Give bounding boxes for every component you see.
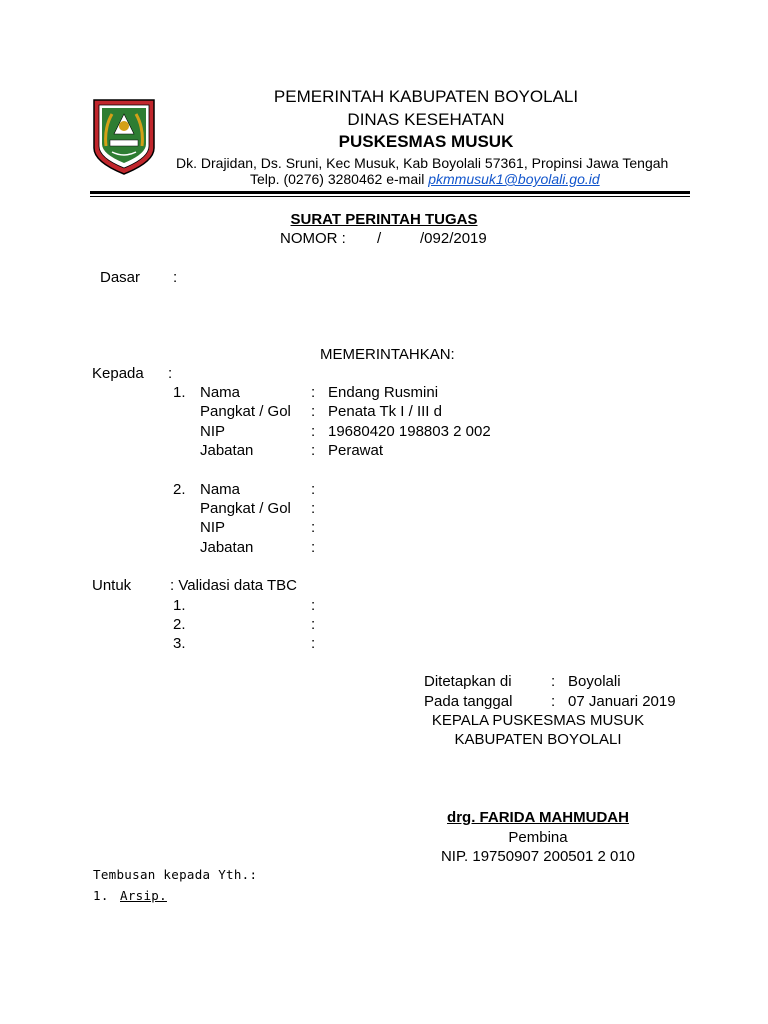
tanggal-label: Pada tanggal (424, 693, 513, 710)
tembusan-item: Arsip. (120, 888, 167, 903)
dasar-colon: : (173, 269, 178, 286)
header-divider-thin (90, 196, 690, 197)
signatory-rank: Pembina (508, 829, 568, 846)
signatory-nip: NIP. 19750907 200501 2 010 (440, 848, 636, 865)
person-1-name-label: Nama (200, 384, 241, 401)
kepada-colon: : (168, 365, 173, 382)
person-2-rank-colon: : (311, 500, 316, 517)
person-1-rank-value: Penata Tk I / III d (328, 403, 442, 420)
tembusan-label: Tembusan kepada Yth.: (93, 867, 258, 882)
person-2-name-label: Nama (200, 481, 241, 498)
dasar-label: Dasar (100, 269, 141, 286)
person-2-position-label: Jabatan (200, 539, 254, 556)
ditetapkan-value: Boyolali (568, 673, 621, 690)
header-address: Dk. Drajidan, Ds. Sruni, Kec Musuk, Kab Boyolali 57361, Propinsi Jawa Tengah (176, 155, 669, 171)
untuk-item-2-colon: : (311, 616, 316, 633)
ditetapkan-label: Ditetapkan di (424, 673, 512, 690)
person-1-nip-colon: : (311, 423, 316, 440)
ditetapkan-colon: : (551, 673, 556, 690)
person-2-name-colon: : (311, 481, 316, 498)
untuk-item-3-number: 3. (173, 635, 186, 652)
header-telp: Telp. (0276) 3280462 e-mail (250, 171, 429, 187)
nomor-value: /092/2019 (420, 230, 487, 247)
untuk-item-2-number: 2. (173, 616, 186, 633)
tanggal-colon: : (551, 693, 556, 710)
person-1-position-colon: : (311, 442, 316, 459)
memerintahkan-heading: MEMERINTAHKAN: (320, 346, 455, 363)
header-divider-thick (90, 191, 690, 194)
person-1-nip-label: NIP (200, 423, 226, 440)
boyolali-emblem-logo (90, 96, 158, 176)
tembusan-item-number: 1. (93, 888, 109, 903)
person-1-position-value: Perawat (328, 442, 384, 459)
untuk-item-1-number: 1. (173, 597, 186, 614)
letter-title: SURAT PERINTAH TUGAS (290, 211, 478, 228)
person-1-position-label: Jabatan (200, 442, 254, 459)
person-1-name-value: Endang Rusmini (328, 384, 439, 401)
person-2-nip-colon: : (311, 519, 316, 536)
header-government: PEMERINTAH KABUPATEN BOYOLALI (273, 87, 579, 106)
header-department: DINAS KESEHATAN (347, 110, 505, 129)
person-1-rank-label: Pangkat / Gol (200, 403, 291, 420)
person-2-number: 2. (173, 481, 186, 498)
person-1-nip-value: 19680420 198803 2 002 (328, 423, 491, 440)
untuk-value: : Validasi data TBC (170, 577, 298, 594)
person-2-nip-label: NIP (200, 519, 226, 536)
person-2-position-colon: : (311, 539, 316, 556)
nomor-label: NOMOR : (280, 230, 346, 247)
person-1-rank-colon: : (311, 403, 316, 420)
person-1-number: 1. (173, 384, 186, 401)
tanggal-value: 07 Januari 2019 (568, 693, 676, 710)
header-contact (250, 170, 600, 189)
untuk-item-1-colon: : (311, 597, 316, 614)
kepada-label: Kepada (92, 365, 144, 382)
untuk-item-3-colon: : (311, 635, 316, 652)
untuk-label: Untuk (92, 577, 132, 594)
person-2-rank-label: Pangkat / Gol (200, 500, 291, 517)
person-1-name-colon: : (311, 384, 316, 401)
signatory-region: KABUPATEN BOYOLALI (454, 731, 622, 748)
signatory-name: drg. FARIDA MAHMUDAH (447, 809, 629, 826)
email-link[interactable]: pkmmusuk1@boyolali.go.id (428, 171, 600, 187)
header-clinic-name: PUSKESMAS MUSUK (338, 132, 514, 151)
signatory-position: KEPALA PUSKESMAS MUSUK (431, 712, 645, 729)
nomor-slash: / (377, 230, 382, 247)
